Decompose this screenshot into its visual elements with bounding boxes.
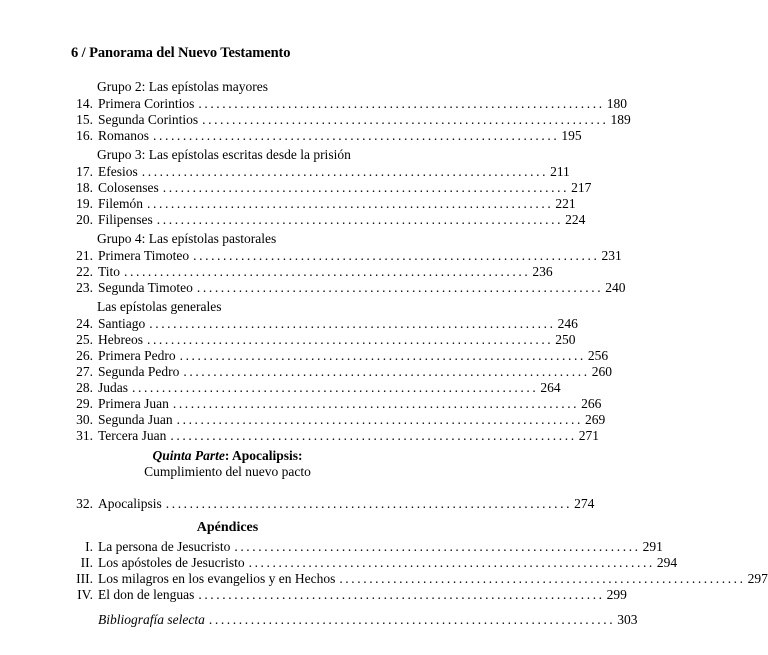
part-five-name: : Apocalipsis:: [224, 448, 303, 463]
leader-dots: ....................................................................: [124, 264, 531, 279]
leader-dots: ....................................................................: [248, 555, 655, 570]
entry-number: II.: [80, 555, 93, 570]
toc-entry: [60, 96, 627, 112]
leader-dots: ....................................................................: [147, 196, 554, 211]
entry-page: 246: [557, 316, 578, 331]
part-five-title: [60, 448, 395, 464]
entry-title: Segunda Pedro: [98, 364, 180, 379]
entry-page: 221: [555, 196, 576, 211]
entry-title: Primera Juan: [98, 396, 169, 411]
entry-number: IV.: [77, 587, 93, 602]
leader-dots: ....................................................................: [170, 428, 577, 443]
entry-title: Tercera Juan: [98, 428, 167, 443]
part-five-subtitle: Cumplimiento del nuevo pacto: [144, 464, 311, 479]
leader-dots: ....................................................................: [149, 316, 556, 331]
entry-title: Judas: [98, 380, 128, 395]
toc-entry: [60, 348, 609, 364]
leader-dots: ....................................................................: [339, 571, 746, 586]
appendix-entry: [60, 571, 768, 587]
toc-entry: [60, 196, 576, 212]
toc-entry: [60, 180, 592, 196]
entry-number: 15.: [76, 112, 93, 127]
entry-page: 260: [591, 364, 612, 379]
entry-page: 240: [605, 280, 626, 295]
bibliography-page: 303: [617, 612, 638, 627]
entry-page: 231: [601, 248, 622, 263]
entry-number: 18.: [76, 180, 93, 195]
entry-page: 256: [587, 348, 609, 363]
entry-number: 21.: [76, 248, 93, 263]
entry-title: Efesios: [98, 164, 138, 179]
entry-number: 30.: [76, 412, 93, 427]
entry-page: 189: [610, 112, 631, 127]
entry-page: 297: [747, 571, 768, 586]
entry-title: Romanos: [98, 128, 150, 143]
entry-title: Colosenses: [98, 180, 159, 195]
entry-page: 274: [574, 496, 595, 511]
leader-dots: ....................................................................: [234, 539, 641, 554]
entry-title: Primera Corintios: [98, 96, 195, 111]
leader-dots: ....................................................................: [198, 587, 605, 602]
entry-number: 31.: [76, 428, 93, 443]
entry-page: 264: [540, 380, 561, 395]
toc-entry: [60, 112, 631, 128]
toc-entry: [60, 364, 612, 380]
entry-number: I.: [85, 539, 93, 554]
entry-number: 19.: [76, 196, 93, 211]
entry-number: 24.: [76, 316, 93, 331]
entry-title: Primera Pedro: [98, 348, 176, 363]
toc-entry: [60, 280, 626, 296]
entry-title: Segunda Corintios: [98, 112, 199, 127]
entry-page: 269: [584, 412, 606, 427]
toc-entry: [60, 412, 606, 428]
appendix-entry: [60, 587, 627, 603]
toc-entry: [60, 332, 576, 348]
toc-entry: [60, 248, 622, 264]
entry-page: 271: [578, 428, 599, 443]
entry-number: III.: [76, 571, 93, 586]
entry-number: 23.: [76, 280, 93, 295]
leader-dots: ....................................................................: [141, 164, 549, 179]
page-header: 6 / Panorama del Nuevo Testamento: [71, 45, 291, 61]
entry-title: Apocalipsis: [98, 496, 162, 511]
entry-title: Segunda Timoteo: [98, 280, 193, 295]
leader-dots: ....................................................................: [208, 612, 616, 627]
entry-number: 16.: [76, 128, 93, 143]
leader-dots: ....................................................................: [132, 380, 539, 395]
entry-number: 26.: [76, 348, 93, 363]
leader-dots: ....................................................................: [179, 348, 586, 363]
entry-title: Tito: [98, 264, 121, 279]
entry-number: 32.: [76, 496, 93, 511]
toc-entry: [60, 128, 582, 144]
appendix-entry: [60, 555, 678, 571]
entry-page: 217: [571, 180, 592, 195]
leader-dots: ....................................................................: [196, 280, 604, 295]
entry-page: 236: [532, 264, 553, 279]
entry-title: Los apóstoles de Jesucristo: [98, 555, 245, 570]
entry-number: 17.: [76, 164, 93, 179]
toc-entry: [60, 380, 561, 396]
leader-dots: ....................................................................: [176, 412, 583, 427]
toc-entry: [60, 164, 570, 180]
appendices-heading: Apéndices: [196, 520, 259, 535]
group-heading-4: Grupo 4: Las epístolas pastorales: [97, 231, 277, 246]
entry-page: 291: [642, 539, 663, 554]
leader-dots: ....................................................................: [156, 212, 564, 227]
entry-page: 266: [581, 396, 602, 411]
leader-dots: ....................................................................: [153, 128, 560, 143]
entry-number: 25.: [76, 332, 93, 347]
entry-page: 211: [550, 164, 570, 179]
entry-number: 27.: [76, 364, 93, 379]
leader-dots: ....................................................................: [165, 496, 573, 511]
entry-title: Santiago: [98, 316, 146, 331]
entry-number: 14.: [76, 96, 93, 111]
toc-entry: [60, 428, 599, 444]
toc-entry: [60, 264, 553, 280]
appendix-entry: [60, 539, 663, 555]
leader-dots: ....................................................................: [183, 364, 590, 379]
entry-title: Hebreos: [98, 332, 143, 347]
leader-dots: ....................................................................: [193, 248, 600, 263]
entry-title: Filipenses: [98, 212, 153, 227]
group-heading-general: Las epístolas generales: [97, 299, 222, 314]
toc-entry: [60, 496, 595, 512]
entry-title: Segunda Juan: [98, 412, 173, 427]
entry-title: El don de lenguas: [98, 587, 195, 602]
entry-number: 20.: [76, 212, 93, 227]
entry-number: 22.: [76, 264, 93, 279]
entry-title: Los milagros en los evangelios y en Hechos: [98, 571, 336, 586]
entry-title: Filemón: [98, 196, 144, 211]
entry-page: 195: [561, 128, 582, 143]
entry-title: Primera Timoteo: [98, 248, 190, 263]
entry-page: 250: [555, 332, 576, 347]
group-heading-2: Grupo 2: Las epístolas mayores: [97, 79, 268, 94]
leader-dots: ....................................................................: [146, 332, 554, 347]
toc-entry: [60, 316, 578, 332]
entry-number: 29.: [76, 396, 93, 411]
toc-entry: [60, 212, 586, 228]
leader-dots: ....................................................................: [198, 96, 605, 111]
entry-page: 224: [565, 212, 586, 227]
entry-page: 294: [656, 555, 678, 570]
entry-number: 28.: [76, 380, 93, 395]
toc-entry: [60, 396, 602, 412]
part-five-label: Quinta Parte: [152, 448, 225, 463]
entry-page: 299: [606, 587, 627, 602]
entry-title: La persona de Jesucristo: [98, 539, 231, 554]
bibliography-entry: [60, 612, 638, 628]
entry-page: 180: [606, 96, 627, 111]
group-heading-3: Grupo 3: Las epístolas escritas desde la prisión: [97, 147, 351, 162]
leader-dots: ....................................................................: [172, 396, 580, 411]
bibliography-title: Bibliografía selecta: [98, 612, 205, 627]
leader-dots: ....................................................................: [162, 180, 570, 195]
leader-dots: ....................................................................: [202, 112, 609, 127]
